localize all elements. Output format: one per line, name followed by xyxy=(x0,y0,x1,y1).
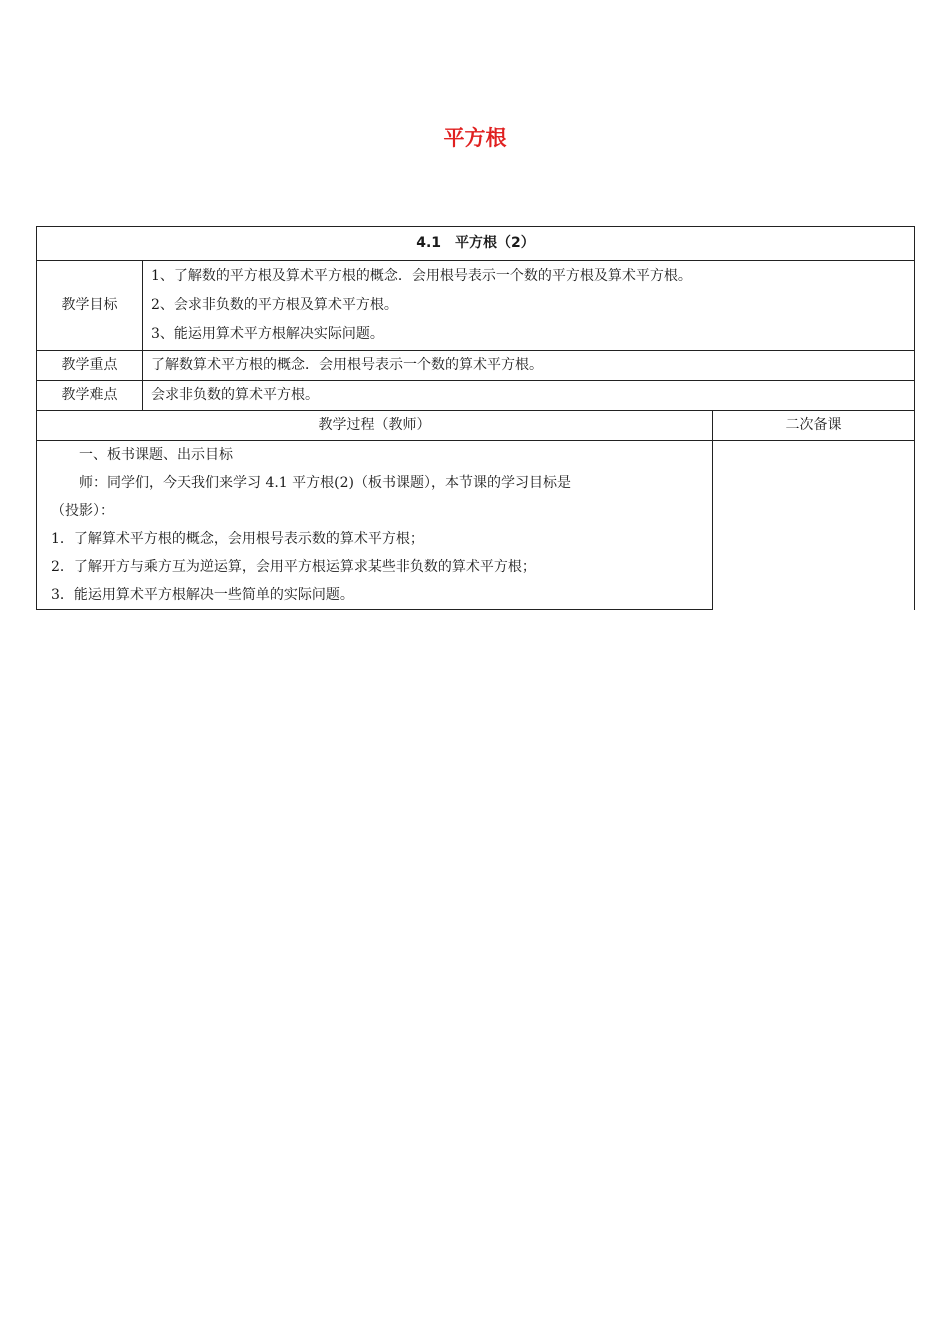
process-line: （投影）： xyxy=(51,503,114,519)
goal-item: 3、能运用算术平方根解决实际问题。 xyxy=(151,326,384,342)
procedure-header-row xyxy=(37,411,915,441)
lesson-plan-table xyxy=(36,226,915,610)
difficulty-label: 教学难点 xyxy=(37,381,143,411)
goals-row xyxy=(37,261,915,351)
difficulty-row xyxy=(37,381,915,411)
process-line: 一、板书课题、出示目标 xyxy=(79,447,233,463)
key-point-text: 了解数算术平方根的概念．会用根号表示一个数的算术平方根。 xyxy=(143,351,915,381)
process-line: 师：同学们，今天我们来学习 4.1 平方根(2)（板书课题），本节课的学习目标是 xyxy=(79,475,571,491)
goal-item: 1、了解数的平方根及算术平方根的概念．会用根号表示一个数的平方根及算术平方根。 xyxy=(151,268,692,284)
difficulty-text: 会求非负数的算术平方根。 xyxy=(143,381,915,411)
key-point-label: 教学重点 xyxy=(37,351,143,381)
process-line: 3．能运用算术平方根解决一些简单的实际问题。 xyxy=(51,587,354,603)
notes-header: 二次备课 xyxy=(713,411,915,441)
goals-label: 教学目标 xyxy=(37,261,143,351)
process-header: 教学过程（教师） xyxy=(37,411,713,441)
goal-item: 2、会求非负数的平方根及算术平方根。 xyxy=(151,297,398,313)
process-content xyxy=(37,441,713,610)
key-point-row xyxy=(37,351,915,381)
process-line: 2．了解开方与乘方互为逆运算，会用平方根运算求某些非负数的算术平方根； xyxy=(51,559,536,575)
section-heading: 4.1 平方根（2） xyxy=(37,227,915,261)
table-heading-row xyxy=(37,227,915,261)
goals-content xyxy=(143,261,915,351)
page-title: 平方根 xyxy=(443,126,507,150)
notes-cell xyxy=(713,441,915,610)
procedure-row xyxy=(37,441,915,610)
process-line: 1．了解算术平方根的概念，会用根号表示数的算术平方根； xyxy=(51,531,424,547)
